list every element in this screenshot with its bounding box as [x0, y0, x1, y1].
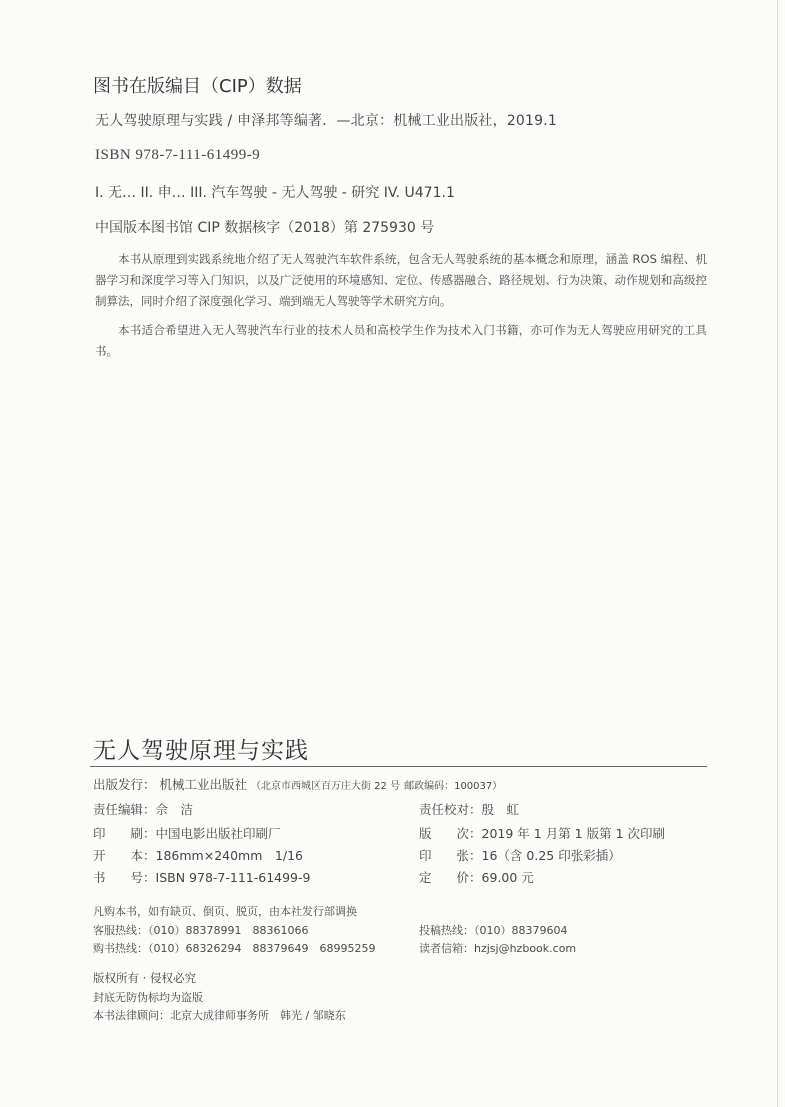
edition-value: 2019 年 1 月第 1 版第 1 次印刷 [481, 826, 665, 841]
description-paragraph-1: 本书从原理到实践系统地介绍了无人驾驶汽车软件系统，包含无人驾驶系统的基本概念和原理，涵盖 ROS 编程、机器学习和深度学习等入门知识，以及广泛使用的环境感知、定位、传感器融合、路径规划、行为决策、动作规划和高级控制算法，同时介绍了深度强化学习、端到端无人驾驶等学术研究方向。 [95, 252, 707, 308]
reader-email: 读者信箱：hzjsj@hzbook.com [419, 942, 577, 955]
format-value: 186mm×240mm 1/16 [155, 848, 303, 863]
description-paragraph-2: 本书适合希望进入无人驾驶汽车行业的技术人员和高校学生作为技术入门书籍，亦可作为无人驾驶应用研究的工具书。 [95, 323, 707, 358]
publisher-address: （北京市西城区百万庄大街 22 号 [251, 781, 401, 792]
scan-edge-line [777, 0, 778, 1107]
book-audience [95, 320, 707, 362]
price-row [419, 868, 534, 886]
edition-label: 版 次： [419, 826, 482, 841]
legal-counsel: 本书法律顾问：北京大成律师事务所 韩光 / 邹晓东 [93, 1009, 346, 1022]
printer-label: 印 刷： [93, 826, 156, 841]
format-row [93, 846, 303, 864]
publisher-name: 机械工业出版社 [159, 777, 248, 792]
publisher-line [93, 775, 502, 793]
cip-classification: I. 无… II. 申… III. 汽车驾驶 - 无人驾驶 - 研究 IV. U471.1 [95, 185, 455, 201]
purchase-hotline: 购书热线：（010）68326294 88379649 68995259 [93, 942, 376, 955]
edition-row [419, 824, 665, 842]
publisher-postcode: 邮政编码：100037） [404, 781, 503, 792]
anti-counterfeit-notice: 封底无防伪标均为盗版 [93, 991, 203, 1004]
sheets-label: 印 张： [419, 848, 482, 863]
book-number-value: ISBN 978-7-111-61499-9 [155, 870, 311, 885]
book-description [95, 249, 707, 312]
service-hotline: 客服热线：（010）88378991 88361066 [93, 924, 309, 937]
cip-heading: 图书在版编目（CIP）数据 [93, 76, 302, 97]
cip-isbn: ISBN 978-7-111-61499-9 [95, 147, 261, 163]
proofreader-label: 责任校对： [419, 802, 482, 817]
cip-bibliographic-line: 无人驾驶原理与实践 / 申泽邦等编著．—北京：机械工业出版社，2019.1 [95, 113, 558, 129]
proofreader-name: 殷 虹 [481, 802, 520, 817]
book-number-row [93, 868, 310, 886]
submission-hotline: 投稿热线：（010）88379604 [419, 924, 568, 937]
sheets-row [419, 846, 621, 864]
price-label: 定 价： [419, 870, 482, 885]
editor-label: 责任编辑： [93, 802, 156, 817]
printer-name: 中国电影出版社印刷厂 [155, 826, 281, 841]
proofreader-row [419, 800, 519, 818]
book-title: 无人驾驶原理与实践 [93, 738, 309, 764]
rights-reserved: 版权所有 · 侵权必究 [93, 971, 196, 985]
price-value: 69.00 元 [481, 870, 534, 885]
publisher-label: 出版发行： [93, 777, 156, 792]
title-divider [90, 766, 707, 767]
printer-row [93, 824, 281, 842]
format-label: 开 本： [93, 848, 156, 863]
sheets-value: 16（含 0.25 印张彩插） [481, 848, 621, 863]
editor-name: 佘 洁 [155, 802, 194, 817]
book-number-label: 书 号： [93, 870, 156, 885]
defect-notice: 凡购本书，如有缺页、倒页、脱页，由本社发行部调换 [93, 905, 357, 918]
cip-data-number: 中国版本图书馆 CIP 数据核字（2018）第 275930 号 [95, 220, 435, 236]
editor-row [93, 800, 193, 818]
